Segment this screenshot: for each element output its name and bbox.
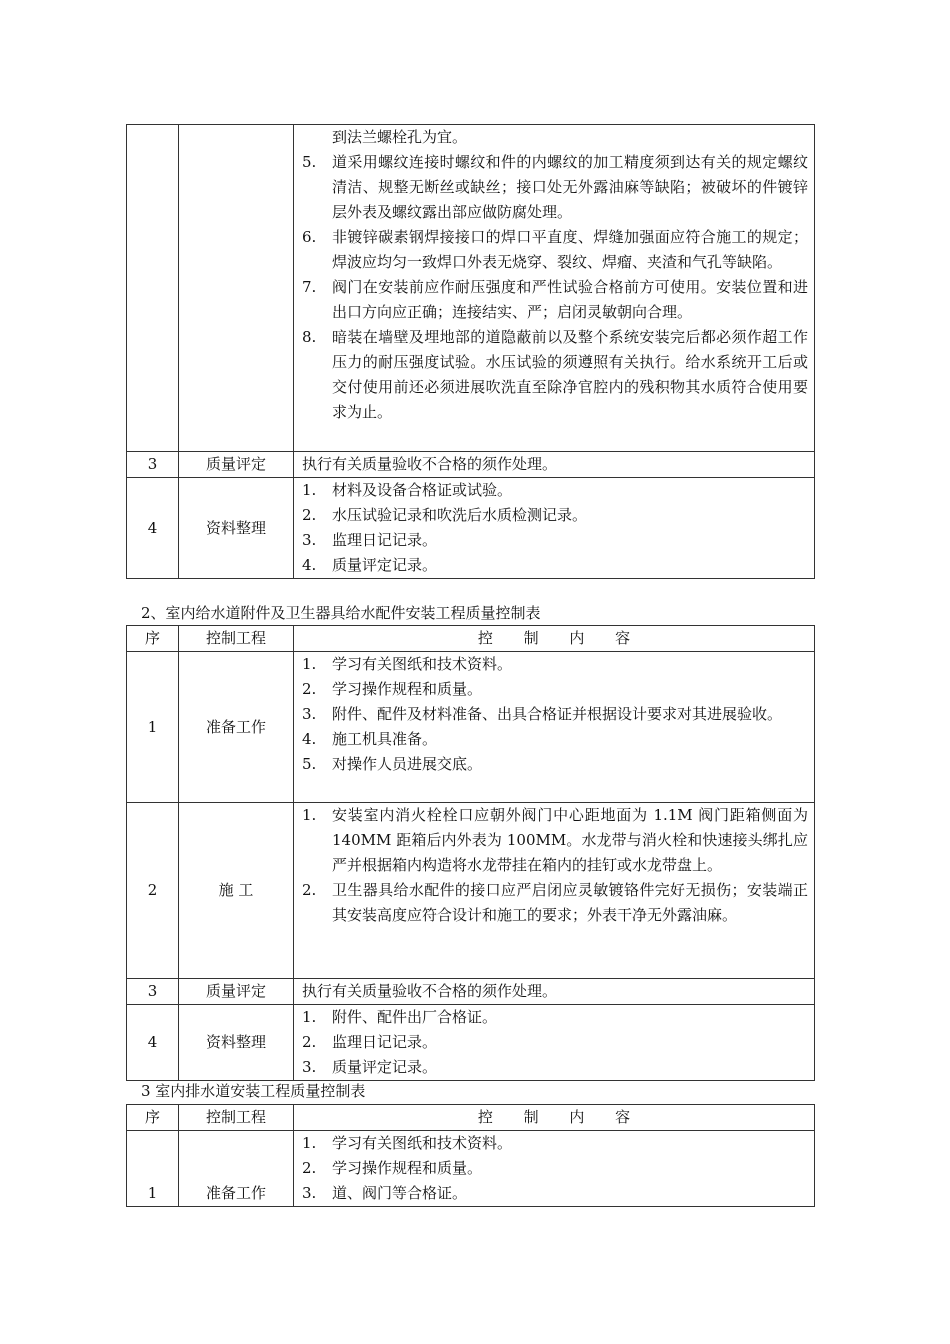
control-content-cell	[294, 478, 815, 579]
list-item: 2. 水压试验记录和吹洗后水质检测记录。	[302, 506, 588, 524]
quality-control-table-3	[126, 1104, 815, 1207]
control-item-cell: 质量评定	[179, 452, 294, 478]
list-item: 5. 对操作人员进展交底。	[302, 755, 483, 773]
row-number-cell: 4	[127, 1005, 179, 1081]
header-sequence: 序	[127, 1105, 179, 1131]
table-row	[127, 452, 815, 478]
control-content-cell: 执行有关质量验收不合格的须作处理。	[294, 979, 815, 1005]
header-control-item: 控制工程	[179, 626, 294, 652]
list-item: 2. 学习操作规程和质量。	[302, 680, 483, 698]
list-item: 4. 质量评定记录。	[302, 556, 438, 574]
list-item: 6. 非镀锌碳素钢焊接接口的焊口平直度、焊缝加强面应符合施工的规定；焊波应均匀一致焊口外表无烧穿、裂纹、焊瘤、夹渣和气孔等缺陷。	[302, 228, 808, 271]
table-row	[127, 803, 815, 979]
control-item-cell: 准备工作	[179, 652, 294, 803]
row-number-cell: 1	[127, 1131, 179, 1207]
row-number-cell: 4	[127, 478, 179, 579]
control-content-cell	[294, 1005, 815, 1081]
list-item: 3. 质量评定记录。	[302, 1058, 438, 1076]
row-number-cell: 2	[127, 803, 179, 979]
control-content-cell	[294, 652, 815, 803]
list-item: 3. 附件、配件及材料准备、出具合格证并根据设计要求对其进展验收。	[302, 705, 783, 723]
control-item-cell: 准备工作	[179, 1131, 294, 1207]
list-item: 1. 安装室内消火栓栓口应朝外阀门中心距地面为 1.1M 阀门距箱侧面为 140MM 距箱后内外表为 100MM。水龙带与消火栓和快速接头绑扎应严并根据箱内构造将水龙带挂在箱内的挂钉或水龙带盘上。	[302, 806, 808, 874]
table-row	[127, 1005, 815, 1081]
table-caption: 2、室内给水道附件及卫生器具给水配件安装工程质量控制表	[141, 604, 541, 622]
table-row	[127, 652, 815, 803]
list-item: 3. 道、阀门等合格证。	[302, 1184, 468, 1202]
row-number-cell	[127, 125, 179, 452]
list-item: 8. 暗装在墙壁及埋地部的道隐蔽前以及整个系统安装完后都必须作超工作压力的耐压强度试验。水压试验的须遵照有关执行。给水系统开工后或交付使用前还必须进展吹洗直至除净官腔内的残积物其水质符合使用要求为止。	[302, 328, 808, 421]
control-item-cell: 资料整理	[179, 478, 294, 579]
list-item: 1. 学习有关图纸和技术资料。	[302, 1134, 513, 1152]
list-item: 3. 监理日记记录。	[302, 531, 438, 549]
table-header-row	[127, 626, 815, 652]
control-content-cell	[294, 803, 815, 979]
control-content-cell: 执行有关质量验收不合格的须作处理。	[294, 452, 815, 478]
list-item: 7. 阀门在安装前应作耐压强度和严性试验合格前方可使用。安装位置和进出口方向应正确；连接结实、严；启闭灵敏朝向合理。	[302, 278, 808, 321]
control-content-cell	[294, 125, 815, 452]
table-row	[127, 1131, 815, 1207]
control-content-cell	[294, 1131, 815, 1207]
quality-control-table-1	[126, 124, 815, 579]
table-caption: 3 室内排水道安装工程质量控制表	[141, 1082, 366, 1100]
control-item-cell: 施 工	[179, 803, 294, 979]
control-item-cell	[179, 125, 294, 452]
list-item: 2. 学习操作规程和质量。	[302, 1159, 483, 1177]
list-item: 2. 卫生器具给水配件的接口应严启闭应灵敏镀铬件完好无损伤；安装端正其安装高度应符合设计和施工的要求；外表干净无外露油麻。	[302, 881, 808, 924]
header-sequence: 序	[127, 626, 179, 652]
list-item: 2. 监理日记记录。	[302, 1033, 438, 1051]
continued-text: 到法兰螺栓孔为宜。	[332, 128, 468, 146]
list-item: 4. 施工机具准备。	[302, 730, 438, 748]
list-item: 1. 附件、配件出厂合格证。	[302, 1008, 498, 1026]
row-number-cell: 3	[127, 979, 179, 1005]
table-header-row	[127, 1105, 815, 1131]
list-item: 1. 材料及设备合格证或试验。	[302, 481, 513, 499]
quality-control-table-2	[126, 625, 815, 1081]
control-item-cell: 质量评定	[179, 979, 294, 1005]
row-number-cell: 3	[127, 452, 179, 478]
table-row	[127, 979, 815, 1005]
header-control-content: 控 制 内 容	[294, 626, 815, 652]
list-item: 5. 道采用螺纹连接时螺纹和件的内螺纹的加工精度须到达有关的规定螺纹清洁、规整无断丝或缺丝；接口处无外露油麻等缺陷；被破坏的件镀锌层外表及螺纹露出部应做防腐处理。	[302, 153, 808, 221]
table-row	[127, 125, 815, 452]
list-item: 1. 学习有关图纸和技术资料。	[302, 655, 513, 673]
header-control-content: 控 制 内 容	[294, 1105, 815, 1131]
table-row	[127, 478, 815, 579]
header-control-item: 控制工程	[179, 1105, 294, 1131]
control-item-cell: 资料整理	[179, 1005, 294, 1081]
row-number-cell: 1	[127, 652, 179, 803]
